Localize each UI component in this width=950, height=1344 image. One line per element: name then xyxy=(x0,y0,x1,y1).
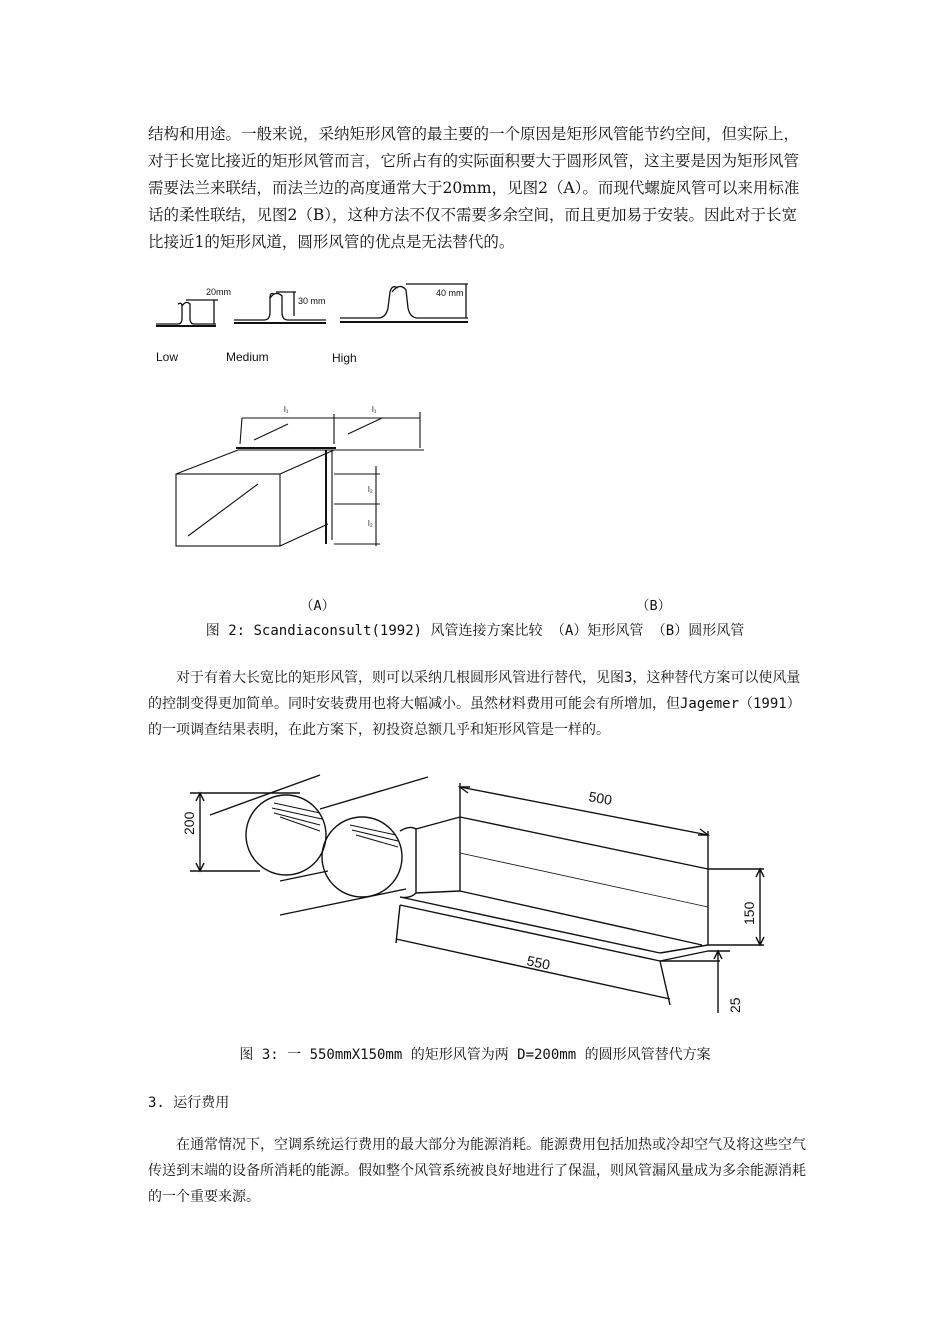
figure-2b-label: （B） xyxy=(636,598,672,614)
figure-3-drawing xyxy=(160,773,800,1033)
paragraph-alternative xyxy=(148,665,808,743)
figure-2a-label: （A） xyxy=(300,598,336,614)
dim-200: 200 xyxy=(181,811,197,835)
flange-label-high: High xyxy=(332,351,357,365)
section-heading: 3. 运行费用 xyxy=(148,1095,230,1111)
dim-l1-right: l₁ xyxy=(372,405,377,414)
flange-label-low: Low xyxy=(156,350,179,364)
paragraph-text: 结构和用途。一般来说，采纳矩形风管的最主要的一个原因是矩形风管能节约空间，但实际上，对于长宽比接近的矩形风管而言，它所占有的实际面积要大于圆形风管，这主要是因为矩形风管需要法兰来联结，而法兰边的高度通常大于20mm，见图2（A）。而现代螺旋风管可以来用标准话的柔性联结，见图2（B），这种方法不仅不需要多余空间，而且更加易于安装。因此对于长宽比接近1的矩形风道，圆形风管的优点是无法替代的。 xyxy=(148,125,800,251)
figure-3-caption: 图 3: 一 550mmX150mm 的矩形风管为两 D=200mm 的圆形风管替代方案 xyxy=(239,1047,711,1063)
paragraph-intro xyxy=(148,121,808,256)
dim-25: 25 xyxy=(727,997,743,1013)
dim-label: 30 mm xyxy=(298,296,326,306)
dim-550: 550 xyxy=(525,952,552,973)
paragraph-text: 在通常情况下，空调系统运行费用的最大部分为能源消耗。能源费用包括加热或冷却空气及将这些空气传送到末端的设备所消耗的能源。假如整个风管系统被良好地进行了保温，则风管漏风量成为多余能源消耗的一个重要来源。 xyxy=(148,1137,806,1205)
figure-2a-drawing xyxy=(148,278,488,568)
paragraph-operating-cost xyxy=(148,1132,808,1210)
dim-l1-left: l₁ xyxy=(284,405,289,414)
dim-150: 150 xyxy=(741,901,757,925)
dim-label: 20mm xyxy=(206,287,232,297)
flange-label-medium: Medium xyxy=(226,350,269,364)
figure-2-caption: 图 2: Scandiaconsult(1992) 风管连接方案比较 （A）矩形风管 （B）圆形风管 xyxy=(205,623,745,639)
dim-l2-upper: l₂ xyxy=(368,485,373,494)
dim-l2-lower: l₂ xyxy=(368,519,373,528)
dim-500: 500 xyxy=(587,788,614,809)
dim-label: 40 mm xyxy=(436,288,464,298)
paragraph-text: 对于有着大长宽比的矩形风管，则可以采纳几根圆形风管进行替代，见图3，这种替代方案可以使风量的控制变得更加简单。同时安装费用也将大幅减小。虽然材料费用可能会有所增加，但Jagemer（1991）的一项调查结果表明，在此方案下，初投资总额几乎和矩形风管是一样的。 xyxy=(148,670,801,738)
